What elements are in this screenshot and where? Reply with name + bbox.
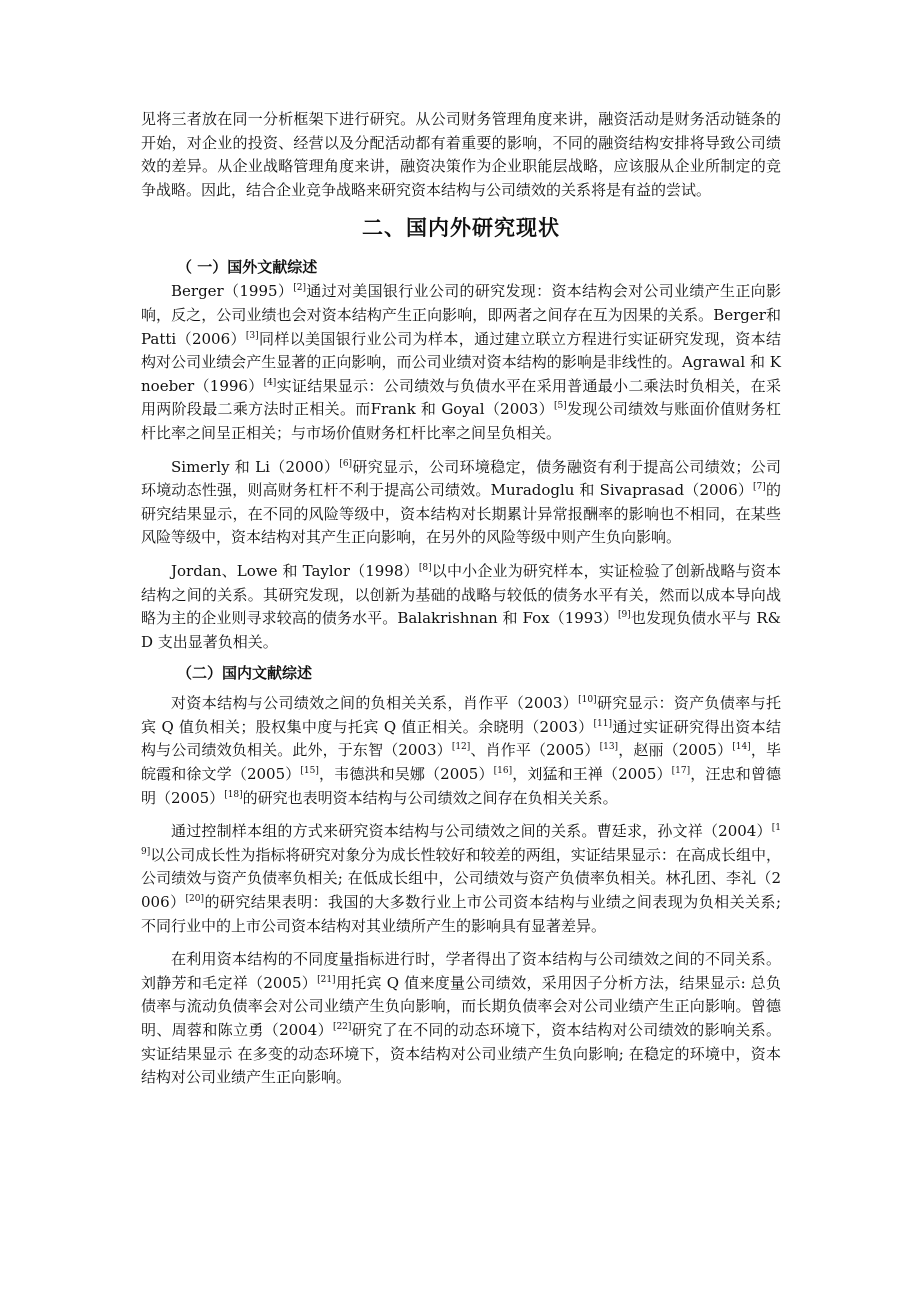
paragraph-text: 发现公司绩效与账面价值财务杠杆比率之间呈正相关；与市场价值财务杠杆比率之间呈负相关。 — [141, 400, 781, 442]
section-title: 二、国内外研究现状 — [362, 215, 560, 241]
citation-marker: [16] — [493, 766, 513, 777]
document-page — [141, 108, 781, 1090]
paragraph-text: 同样以美国银行业公司为样本，通过建立联立方程进行实证研究发现，资本结构对公司业绩会产生显著的正向影响，而公司业绩对资本结构的影响是非线性的。Agrawal 和 Knoeber（1996） — [141, 329, 781, 395]
paragraph-text: 研究显示：资产负债率与托宾 Q 值负相关；股权集中度与托宾 Q 值正相关。余晓明（2003） — [141, 694, 781, 736]
paragraph-text: Jordan、Lowe 和 Taylor（1998） — [171, 561, 419, 580]
citation-marker: [3] — [245, 330, 259, 341]
citation-marker: [18] — [224, 789, 243, 800]
paragraph-text: 以中小企业为研究样本，实证检验了创新战略与资本结构之间的关系。其研究发现，以创新为基础的战略与较低的债务水平有关，然而以成本导向战略为主的企业则寻求较高的债务水平。Balakrishnan 和 Fox（1993） — [141, 561, 781, 628]
citation-marker: [5] — [553, 401, 567, 412]
paragraph-text: 通过对美国银行业公司的研究发现：资本结构会对公司业绩产生正向影响，反之，公司业绩也会对资本结构产生正向影响，即两者之间存在互为因果的关系。Berger和Patti（2006） — [141, 282, 781, 348]
subheading-domestic-literature: （二）国内文献综述 — [177, 664, 313, 683]
citation-marker: [13] — [599, 742, 619, 753]
citation-marker: [14] — [732, 742, 751, 753]
citation-marker: [19] — [141, 823, 781, 857]
paragraph-text: 用托宾 Q 值来度量公司绩效，采用因子分析方法，结果显示: 总负债率与流动负债率会对公司业绩产生负向影响，而长期负债率会对公司业绩产生正向影响。曾德明、周蓉和陈立勇（2004） — [141, 973, 781, 1039]
paragraph-text: ，韦德洪和吴娜（2005） — [318, 765, 494, 784]
body-paragraph — [141, 456, 781, 550]
citation-marker: [8] — [418, 562, 432, 573]
paragraph-text: 通过实证研究得出资本结构与公司绩效负相关。此外，于东智（2003） — [141, 717, 782, 760]
subheading-foreign-literature: （ 一）国外文献综述 — [177, 258, 318, 277]
citation-marker: [22] — [332, 1022, 352, 1032]
body-paragraph — [141, 948, 781, 1090]
citation-marker: [6] — [339, 458, 353, 469]
citation-marker: [20] — [185, 894, 205, 905]
citation-marker: [17] — [671, 766, 691, 777]
paragraph-text: ，汪忠和曾德明（2005） — [141, 765, 781, 807]
paragraph-text: 实证结果显示：公司绩效与负债水平在采用普通最小二乘法时负相关，在采用两阶段最二乘方法时正相关。而Frank 和 Goyal（2003） — [141, 376, 781, 419]
paragraph-text: 以公司成长性为指标将研究对象分为成长性较好和较差的两组，实证结果显示：在高成长组中，公司绩效与资产负债率负相关; 在低成长组中，公司绩效与资产负债率负相关。林孔团、李礼（2006） — [141, 845, 781, 912]
citation-marker: [9] — [618, 610, 631, 621]
paragraph-text: 的研究结果表明：我国的大多数行业上市公司资本结构与业绩之间表现为负相关关系; 不同行业中的上市公司资本结构对其业绩所产生的影响具有显著差异。 — [141, 893, 781, 935]
paragraph-text: Berger（1995） — [171, 282, 294, 301]
citation-marker: [10] — [578, 695, 597, 706]
citation-marker: [2] — [293, 283, 306, 294]
paragraph-text: 在利用资本结构的不同度量指标进行时，学者得出了资本结构与公司绩效之间的不同关系。刘静芳和毛定祥（2005） — [141, 950, 781, 992]
paragraph-text: 也发现负债水平与 R&D 支出显著负相关。 — [141, 609, 781, 651]
paragraph-text: ，赵丽（2005） — [618, 741, 733, 760]
paragraph-text: 通过控制样本组的方式来研究资本结构与公司绩效之间的关系。曹廷求，孙文祥（2004） — [171, 822, 772, 841]
paragraph-text: 的研究结果显示，在不同的风险等级中，资本结构对长期累计异常报酬率的影响也不相同，在某些风险等级中，资本结构对其产生正向影响，在另外的风险等级中则产生负向影响。 — [141, 481, 781, 547]
paragraph-text: 的研究也表明资本结构与公司绩效之间存在负相关关系。 — [242, 788, 618, 807]
body-paragraph — [141, 692, 781, 810]
citation-marker: [12] — [451, 742, 471, 753]
paragraph-text: 研究显示，公司环境稳定，债务融资有利于提高公司绩效；公司环境动态性强，则高财务杠杆不利于提高公司绩效。Muradoglu 和 Sivaprasad（2006） — [141, 457, 781, 500]
citation-marker: [21] — [317, 974, 336, 985]
citation-marker: [7] — [753, 482, 766, 493]
paragraph-text: 对资本结构与公司绩效之间的负相关关系，肖作平（2003） — [171, 694, 579, 713]
paragraph-text: Simerly 和 Li（2000） — [171, 457, 340, 476]
intro-paragraph: 见将三者放在同一分析框架下进行研究。从公司财务管理角度来讲，融资活动是财务活动链条的开始，对企业的投资、经营以及分配活动都有着重要的影响，不同的融资结构安排将导致公司绩效的差异。从企业战略管理角度来讲，融资决策作为企业职能层战略，应该服从企业所制定的竞争战略。因此，结合企业竞争战略来研究资本结构与公司绩效的关系将是有益的尝试。 — [141, 110, 781, 199]
body-paragraph — [141, 560, 781, 654]
paragraph-text: 研究了在不同的动态环境下，资本结构对公司绩效的影响关系。实证结果显示 在多变的动态环境下，资本结构对公司业绩产生负向影响; 在稳定的环境中，资本结构对公司业绩产生正向影响。 — [141, 1021, 781, 1087]
citation-marker: [4] — [263, 377, 277, 388]
body-paragraph — [141, 280, 781, 445]
body-paragraph — [141, 820, 781, 938]
paragraph-text: 、肖作平（2005） — [470, 741, 600, 760]
paragraph-text: ，毕皖霞和徐文学（2005） — [141, 741, 781, 784]
citation-marker: [11] — [593, 718, 612, 729]
paragraph-text: ，刘猛和王禅（2005） — [512, 765, 672, 784]
citation-marker: [15] — [300, 766, 319, 777]
